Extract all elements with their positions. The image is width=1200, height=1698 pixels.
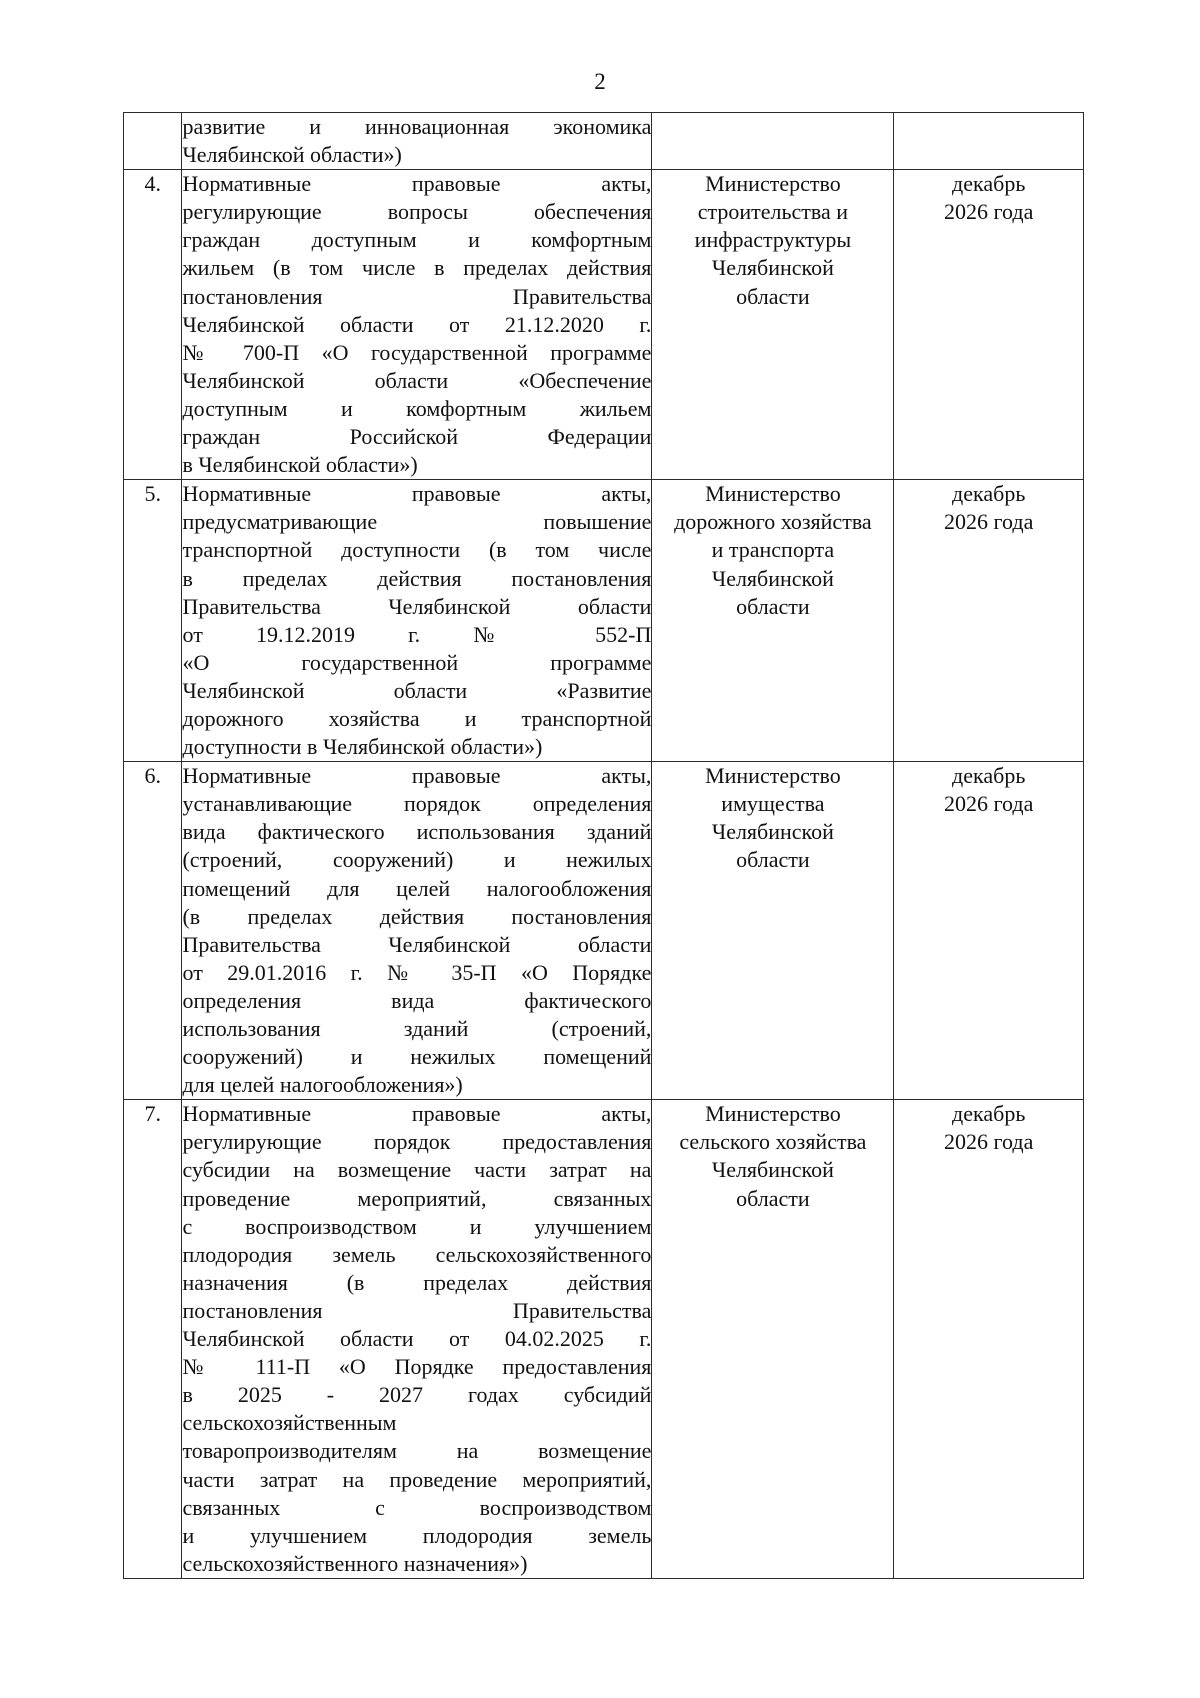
description-line: Правительства Челябинской области <box>182 931 652 957</box>
row-number-cell: 6. <box>124 762 182 1100</box>
deadline-line: декабрь <box>952 1101 1026 1127</box>
description-line: части затрат на проведение мероприятий, <box>182 1466 652 1492</box>
description-line: назначения (в пределах действия <box>182 1269 652 1295</box>
deadline-line: 2026 года <box>944 199 1034 225</box>
description-line: доступности в Челябинской области») <box>182 734 543 760</box>
description-line: проведение мероприятий, связанных <box>182 1185 652 1211</box>
description-line: предусматривающие повышение <box>182 509 652 535</box>
description-line: № 700-П «О государственной программе <box>182 339 652 365</box>
description-line: использования зданий (строений, <box>182 1016 652 1041</box>
deadline-line: 2026 года <box>944 1129 1034 1155</box>
description-line: регулирующие вопросы обеспечения <box>182 199 652 225</box>
description-line: Нормативные правовые акты, <box>182 763 652 789</box>
description-line: постановления Правительства <box>182 283 652 309</box>
description-line: жильем (в том числе в пределах действия <box>182 255 652 281</box>
responsible-cell <box>652 113 894 170</box>
responsible-line: области <box>736 283 810 309</box>
deadline-line: декабрь <box>952 171 1026 197</box>
description-cell <box>182 762 652 1100</box>
description-line: граждан доступным и комфортным <box>182 227 652 253</box>
description-line: помещений для целей налогообложения <box>182 875 652 901</box>
description-line: Челябинской области от 04.02.2025 г. <box>182 1326 652 1352</box>
measures-table <box>123 112 1084 1579</box>
description-line: Челябинской области «Развитие <box>182 677 652 703</box>
responsible-cell <box>652 1100 894 1579</box>
description-line: Челябинской области») <box>182 142 402 168</box>
description-line: Нормативные правовые акты, <box>182 1101 652 1127</box>
row-number-cell: 7. <box>124 1100 182 1579</box>
description-line: вида фактического использования зданий <box>182 819 652 845</box>
description-line: развитие и инновационная экономика <box>182 114 652 139</box>
responsible-line: инфраструктуры <box>694 227 852 253</box>
table-row <box>124 113 1084 170</box>
description-line: в Челябинской области») <box>182 452 418 478</box>
description-line: в пределах действия постановления <box>182 565 652 591</box>
table-row <box>124 170 1084 480</box>
table-body <box>124 113 1084 1579</box>
description-line: от 19.12.2019 г. № 552-П <box>182 621 652 647</box>
deadline-cell <box>894 762 1084 1100</box>
responsible-line: Министерство <box>705 1101 841 1127</box>
description-line: определения вида фактического <box>182 987 652 1013</box>
responsible-line: Министерство <box>705 171 841 197</box>
description-line: Правительства Челябинской области <box>182 593 652 619</box>
description-line: Нормативные правовые акты, <box>182 481 652 507</box>
responsible-line: Министерство <box>705 481 841 507</box>
table-row <box>124 480 1084 762</box>
responsible-line: области <box>736 593 810 619</box>
deadline-line: декабрь <box>952 481 1026 507</box>
deadline-line: 2026 года <box>944 791 1034 817</box>
deadline-line: 2026 года <box>944 509 1034 535</box>
description-line: субсидии на возмещение части затрат на <box>182 1157 652 1183</box>
responsible-line: Челябинской <box>711 565 834 591</box>
description-line: сооружений) и нежилых помещений <box>182 1044 652 1070</box>
responsible-line: Челябинской <box>711 255 834 281</box>
responsible-cell <box>652 762 894 1100</box>
table-row <box>124 762 1084 1100</box>
description-line: связанных с воспроизводством <box>182 1494 652 1520</box>
deadline-cell <box>894 1100 1084 1579</box>
description-line: Челябинской области от 21.12.2020 г. <box>182 311 652 337</box>
deadline-cell <box>894 113 1084 170</box>
deadline-cell <box>894 480 1084 762</box>
responsible-line: строительства и <box>697 199 849 225</box>
description-line: и улучшением плодородия земель <box>182 1522 652 1548</box>
description-line: сельскохозяйственным <box>182 1410 397 1436</box>
row-number-cell <box>124 113 182 170</box>
responsible-line: Челябинской <box>711 819 834 845</box>
table-row <box>124 1100 1084 1579</box>
description-line: регулирующие порядок предоставления <box>182 1129 652 1155</box>
description-line: № 111-П «О Порядке предоставления <box>182 1354 652 1380</box>
description-cell <box>182 480 652 762</box>
description-line: дорожного хозяйства и транспортной <box>182 705 652 731</box>
description-line: для целей налогообложения») <box>182 1072 463 1098</box>
description-line: граждан Российской Федерации <box>182 424 652 450</box>
description-line: транспортной доступности (в том числе <box>182 537 652 563</box>
row-number-cell: 4. <box>124 170 182 480</box>
description-line: сельскохозяйственного назначения») <box>182 1550 528 1576</box>
description-cell <box>182 170 652 480</box>
description-line: с воспроизводством и улучшением <box>182 1213 652 1239</box>
description-line: Челябинской области «Обеспечение <box>182 367 652 393</box>
responsible-cell <box>652 170 894 480</box>
description-line: Нормативные правовые акты, <box>182 171 652 197</box>
responsible-line: дорожного хозяйства <box>674 509 872 535</box>
description-line: от 29.01.2016 г. № 35-П «О Порядке <box>182 959 652 985</box>
row-number-cell: 5. <box>124 480 182 762</box>
description-line: постановления Правительства <box>182 1297 652 1323</box>
responsible-line: имущества <box>721 791 825 817</box>
responsible-line: и транспорта <box>711 537 835 563</box>
description-line: (строений, сооружений) и нежилых <box>182 847 652 873</box>
deadline-cell <box>894 170 1084 480</box>
deadline-line: декабрь <box>952 763 1026 789</box>
responsible-cell <box>652 480 894 762</box>
description-line: (в пределах действия постановления <box>182 903 652 929</box>
description-line: товаропроизводителям на возмещение <box>182 1438 652 1464</box>
description-cell <box>182 1100 652 1579</box>
description-line: в 2025 - 2027 годах субсидий <box>182 1382 652 1408</box>
description-line: доступным и комфортным жильем <box>182 395 652 421</box>
description-line: «О государственной программе <box>182 649 652 675</box>
description-line: плодородия земель сельскохозяйственного <box>182 1241 652 1267</box>
responsible-line: сельского хозяйства <box>679 1129 867 1155</box>
responsible-line: Челябинской <box>711 1157 834 1183</box>
description-line: устанавливающие порядок определения <box>182 791 652 817</box>
responsible-line: области <box>736 1185 810 1211</box>
page-number: 2 <box>594 69 606 94</box>
description-cell <box>182 113 652 170</box>
responsible-line: Министерство <box>705 763 841 789</box>
responsible-line: области <box>736 847 810 873</box>
